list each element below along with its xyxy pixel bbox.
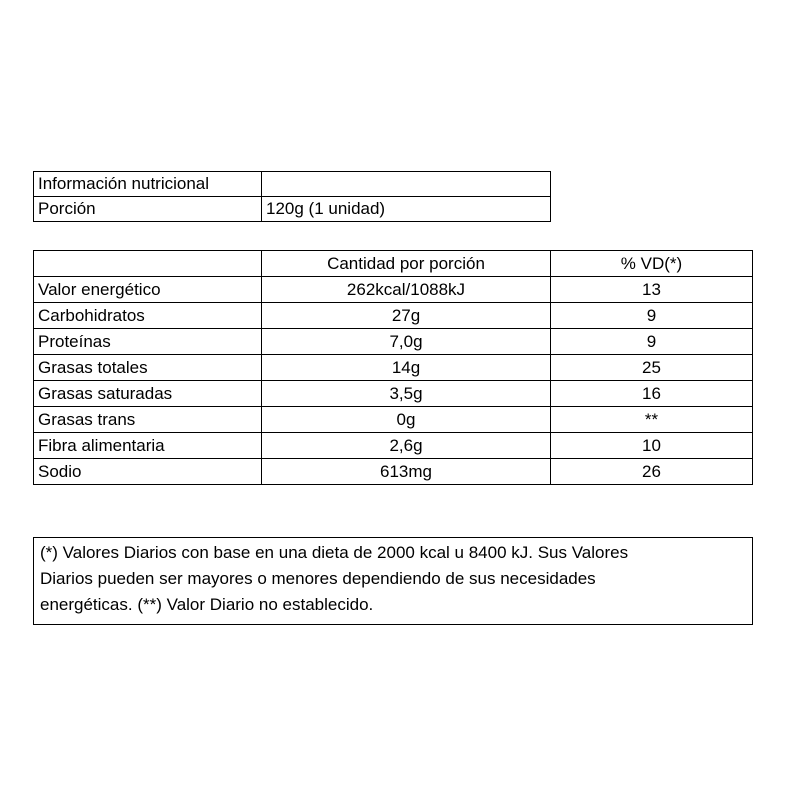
table-row <box>34 303 753 329</box>
nutrient-dv: 9 <box>551 303 753 329</box>
table-row <box>34 277 753 303</box>
nutrient-dv: 13 <box>551 277 753 303</box>
nutrition-header-row <box>34 251 753 277</box>
info-title-label: Información nutricional <box>34 172 262 197</box>
table-row <box>34 355 753 381</box>
info-title-row <box>34 172 551 197</box>
nutrient-name: Valor energético <box>34 277 262 303</box>
nutrient-amount: 613mg <box>262 459 551 485</box>
portion-value: 120g (1 unidad) <box>262 197 551 222</box>
header-daily-value: % VD(*) <box>551 251 753 277</box>
portion-label: Porción <box>34 197 262 222</box>
header-nutrient <box>34 251 262 277</box>
nutrient-name: Grasas totales <box>34 355 262 381</box>
nutrient-amount: 7,0g <box>262 329 551 355</box>
nutrient-name: Fibra alimentaria <box>34 433 262 459</box>
nutrition-table <box>33 250 753 485</box>
nutrient-name: Carbohidratos <box>34 303 262 329</box>
nutrient-dv: 9 <box>551 329 753 355</box>
nutrient-name: Proteínas <box>34 329 262 355</box>
info-table <box>33 171 551 222</box>
nutrient-dv: 10 <box>551 433 753 459</box>
nutrient-amount: 3,5g <box>262 381 551 407</box>
footnote-line: energéticas. (**) Valor Diario no establecido. <box>40 595 374 614</box>
nutrient-name: Sodio <box>34 459 262 485</box>
info-title-value <box>262 172 551 197</box>
nutrient-dv: ** <box>551 407 753 433</box>
table-row <box>34 381 753 407</box>
nutrient-amount: 0g <box>262 407 551 433</box>
nutrient-name: Grasas saturadas <box>34 381 262 407</box>
table-row <box>34 407 753 433</box>
nutrient-name: Grasas trans <box>34 407 262 433</box>
footnote-line: (*) Valores Diarios con base en una dieta de 2000 kcal u 8400 kJ. Sus Valores <box>40 543 629 562</box>
nutrient-dv: 26 <box>551 459 753 485</box>
footnote-line: Diarios pueden ser mayores o menores dependiendo de sus necesidades <box>40 569 596 588</box>
daily-values-footnote <box>33 537 753 625</box>
table-row <box>34 329 753 355</box>
nutrient-amount: 14g <box>262 355 551 381</box>
nutrient-amount: 2,6g <box>262 433 551 459</box>
table-row <box>34 433 753 459</box>
info-portion-row <box>34 197 551 222</box>
nutrient-amount: 262kcal/1088kJ <box>262 277 551 303</box>
nutrient-dv: 25 <box>551 355 753 381</box>
nutrient-dv: 16 <box>551 381 753 407</box>
header-amount: Cantidad por porción <box>262 251 551 277</box>
nutrient-amount: 27g <box>262 303 551 329</box>
table-row <box>34 459 753 485</box>
